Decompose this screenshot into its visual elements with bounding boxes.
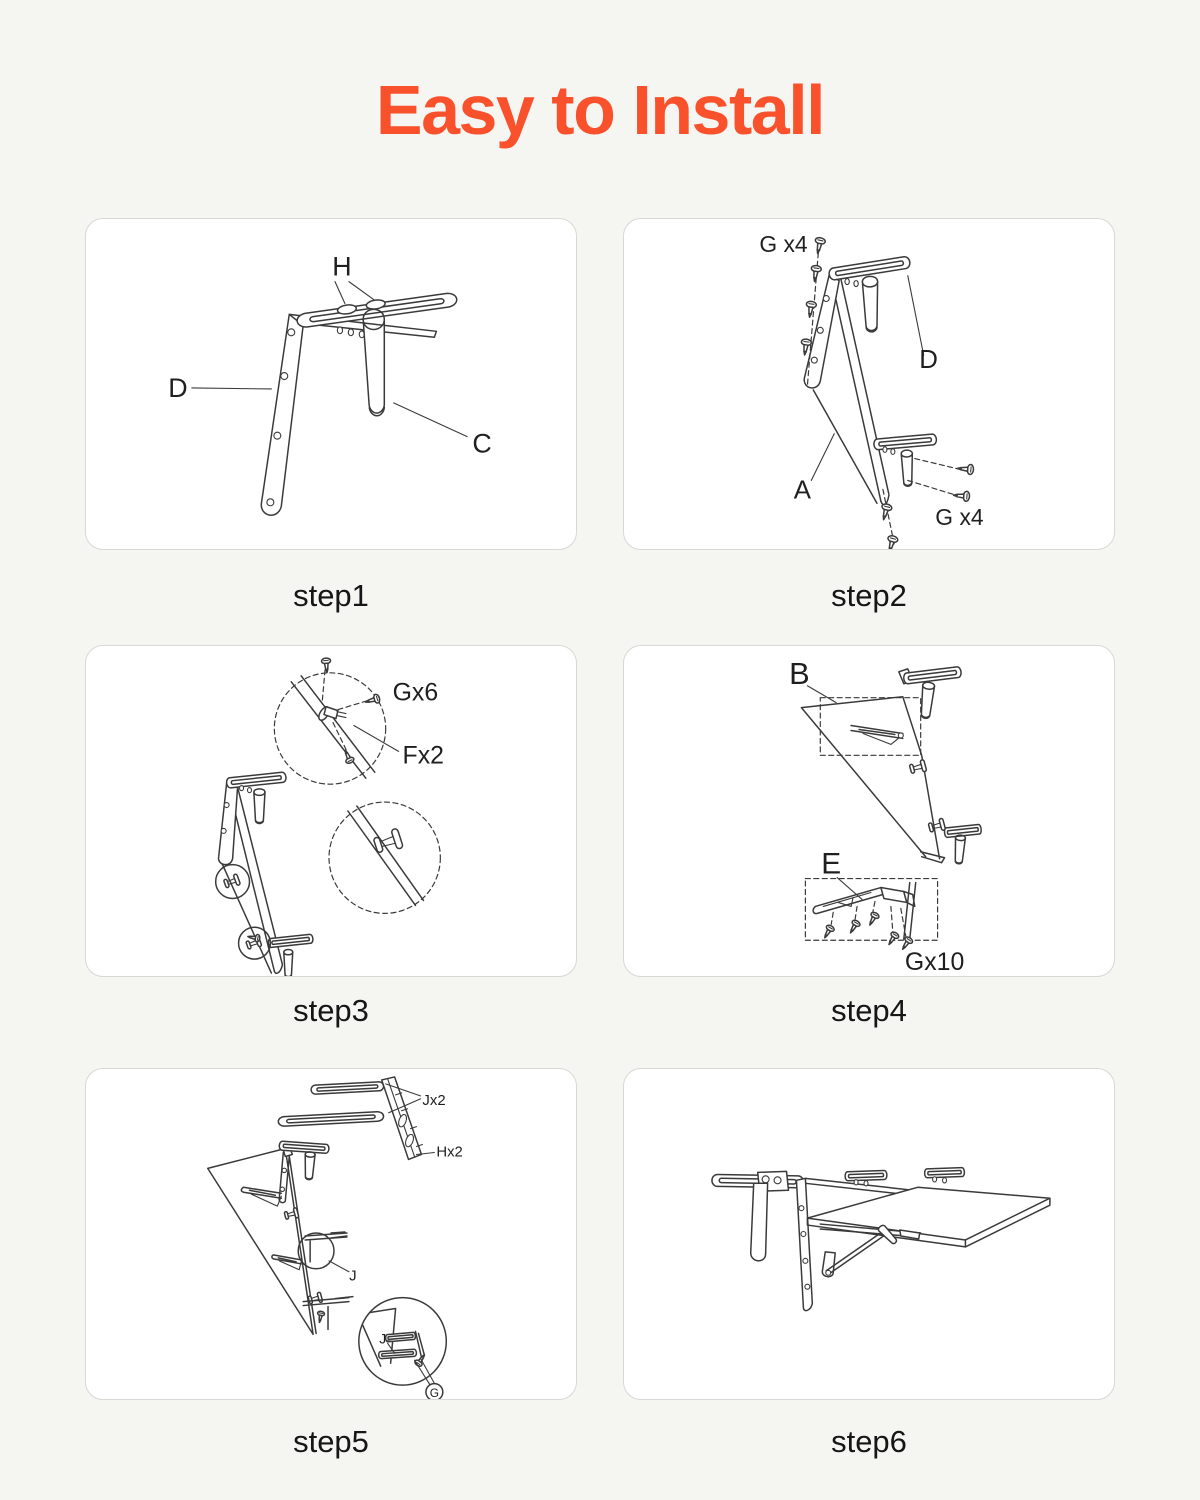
bracket-d-drawing xyxy=(261,314,436,515)
step6-label: step6 xyxy=(831,1424,907,1459)
assembly-drawing xyxy=(216,772,314,976)
step1-label: step1 xyxy=(293,578,369,613)
step3-illustration xyxy=(86,646,576,976)
step3-label: step3 xyxy=(293,993,369,1028)
annotation-a: A xyxy=(793,476,812,505)
step4-illustration xyxy=(624,646,1114,976)
step6-illustration xyxy=(624,1069,1114,1399)
step5-caption xyxy=(85,1424,577,1460)
step2-caption xyxy=(623,578,1115,614)
step6-caption xyxy=(623,1424,1115,1460)
step2-illustration xyxy=(624,219,1114,549)
finished-table-drawing xyxy=(712,1168,1050,1311)
annotation-d: D xyxy=(919,346,938,375)
bracket-arm xyxy=(804,275,839,388)
top-leg xyxy=(862,276,879,332)
step1-caption xyxy=(85,578,577,614)
side-leg xyxy=(954,835,966,864)
step4-caption xyxy=(623,993,1115,1029)
annotation-d: D xyxy=(168,372,188,403)
annotation-c: C xyxy=(472,428,492,459)
step5-card xyxy=(85,1068,577,1400)
annotation-j-mid: J xyxy=(349,1268,357,1285)
annotation-g: Gx10 xyxy=(904,949,965,976)
top-rail xyxy=(903,666,962,684)
annotation-g: Gx6 xyxy=(392,679,439,707)
step4-card xyxy=(623,645,1115,977)
step2-card xyxy=(623,218,1115,550)
annotation-h: H xyxy=(332,251,352,282)
annotation-e: E xyxy=(821,847,842,881)
step6-card xyxy=(623,1068,1115,1400)
panel-drawing xyxy=(801,697,944,863)
annotation-g: G xyxy=(429,1386,440,1399)
inset-circle xyxy=(359,1298,446,1399)
step1-illustration xyxy=(86,219,576,549)
bracket-e-detail xyxy=(813,883,916,952)
step3-card xyxy=(85,645,577,977)
annotation-hx2: Hx2 xyxy=(436,1144,463,1161)
annotation-g-top: G x4 xyxy=(759,230,808,257)
step4-label: step4 xyxy=(831,993,907,1028)
leg-c xyxy=(363,309,388,416)
fold-arm xyxy=(851,726,903,745)
annotation-j-inset: J xyxy=(379,1330,387,1347)
step3-caption xyxy=(85,993,577,1029)
annotation-b: B xyxy=(789,655,810,691)
annotation-g-bottom: G x4 xyxy=(935,504,984,531)
step5-illustration xyxy=(86,1069,576,1399)
annotation-f: Fx2 xyxy=(402,742,444,770)
step2-label: step2 xyxy=(831,578,907,613)
step1-card xyxy=(85,218,577,550)
top-leg xyxy=(919,682,935,719)
step5-label: step5 xyxy=(293,1424,369,1459)
page-title: Easy to Install xyxy=(375,71,825,149)
detail-circle-top xyxy=(274,658,385,784)
assembly-drawing xyxy=(208,1141,353,1334)
detail-circle-bottom xyxy=(329,802,440,913)
annotation-jx2: Jx2 xyxy=(422,1092,446,1109)
